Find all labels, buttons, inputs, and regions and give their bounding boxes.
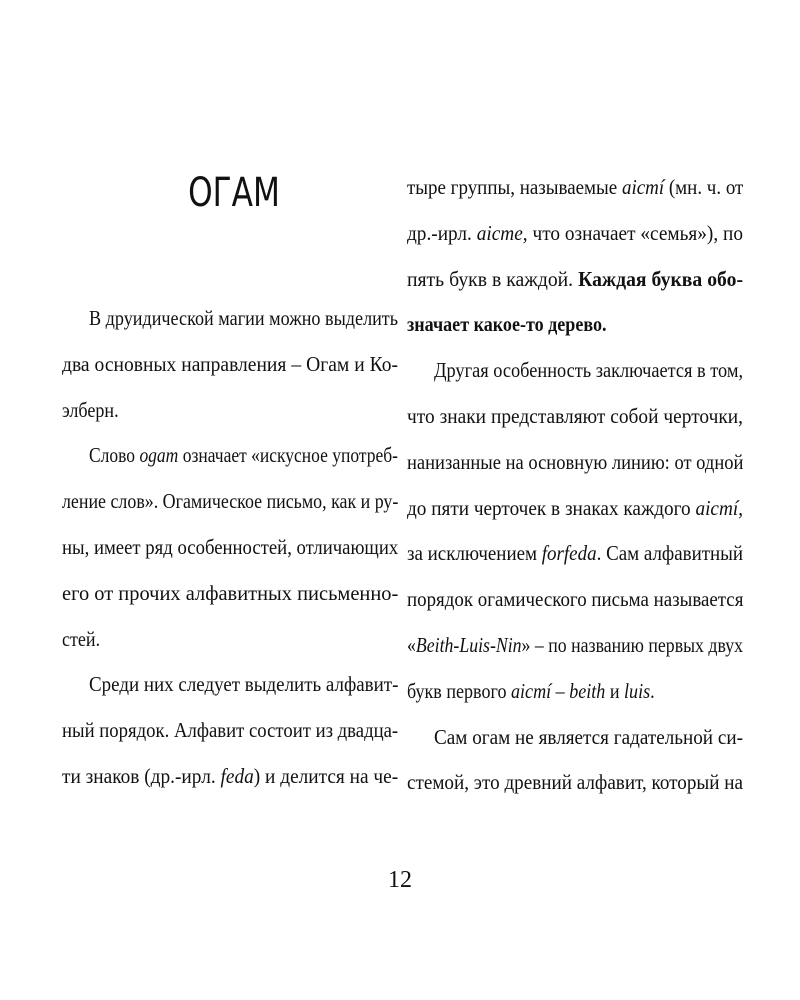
page-title: ОГАМ: [188, 170, 280, 216]
text-run: порядок огамического письма называется: [407, 587, 744, 612]
text-line-content: [407, 760, 743, 806]
text-line-content: [407, 394, 743, 440]
text-line: [407, 348, 743, 394]
text-line-content: [62, 388, 119, 434]
text-line: [62, 708, 398, 754]
text-line: [407, 715, 743, 761]
text-line-content: [407, 577, 743, 623]
text-line-content: [62, 525, 398, 571]
text-run: означает «искусное употреб-: [178, 443, 399, 468]
text-line-content: [89, 296, 398, 342]
text-line-content: [62, 479, 398, 525]
text-line-content: [407, 165, 743, 211]
text-line-content: [407, 302, 607, 348]
text-run: ,: [738, 495, 743, 520]
text-line: [62, 754, 398, 800]
bold-phrase: значает какое-то дерево.: [407, 312, 607, 337]
italic-term: forfeda: [541, 541, 597, 566]
text-line-content: [407, 531, 743, 577]
text-line: [62, 571, 398, 617]
text-run: ный порядок. Алфавит состоит из двадца-: [62, 718, 399, 743]
text-run: ) и делится на че-: [253, 763, 399, 788]
text-line: [62, 617, 398, 663]
text-run: «: [407, 632, 416, 657]
text-line: [62, 479, 398, 525]
text-line: [407, 669, 743, 715]
text-line: [62, 388, 398, 434]
right-text-column: [407, 165, 743, 806]
text-run: Среди них следует выделить алфавит-: [89, 672, 399, 697]
text-line-content: [62, 571, 398, 617]
text-run: Слово: [89, 443, 140, 468]
text-line: [407, 531, 743, 577]
italic-term: aicmí: [511, 678, 552, 703]
text-run: за исключением: [407, 541, 542, 566]
italic-term: Beith-Luis-Nin: [415, 632, 522, 657]
text-run: Сам огам не является гадательной си-: [434, 724, 743, 749]
text-run: ти знаков (др.-ирл.: [62, 763, 221, 788]
text-line: [62, 296, 398, 342]
text-line-content: [62, 617, 100, 663]
italic-term: ogam: [139, 443, 179, 468]
text-line-content: [434, 715, 743, 761]
text-line-content: [407, 623, 743, 669]
text-run: ление слов». Огамическое письмо, как и ру-: [62, 489, 399, 514]
text-run: .: [650, 678, 655, 703]
text-run: Другая особенность заключается в том,: [434, 358, 744, 383]
text-line-content: [62, 754, 398, 800]
text-run: два основных направления – Огам и Ко-: [62, 351, 398, 376]
text-run: и: [605, 678, 625, 703]
bold-phrase: Каждая буква обо-: [578, 266, 743, 291]
text-line-content: [434, 348, 743, 394]
text-run: элберн.: [62, 397, 119, 422]
text-run: до пяти черточек в знаках каждого: [407, 495, 696, 520]
text-line-content: [407, 257, 743, 303]
text-line: [407, 302, 743, 348]
text-line-content: [407, 669, 655, 715]
text-line: [407, 440, 743, 486]
text-run: пять букв в каждой.: [407, 266, 579, 291]
text-line: [407, 486, 743, 532]
text-line: [407, 394, 743, 440]
text-run: , что означает «семья»), по: [522, 220, 743, 245]
text-run: др.-ирл.: [407, 220, 477, 245]
text-line: [407, 760, 743, 806]
text-line-content: [407, 440, 743, 486]
italic-term: beith: [569, 678, 606, 703]
text-line-content: [89, 662, 398, 708]
text-line: [407, 257, 743, 303]
text-run: –: [551, 678, 570, 703]
text-line-content: [89, 433, 398, 479]
text-run: что знаки представляют собой черточки,: [407, 403, 743, 428]
italic-term: luis: [624, 678, 651, 703]
text-run: нанизанные на основную линию: от одной: [407, 449, 744, 474]
text-run: тыре группы, называемые: [407, 175, 622, 199]
text-line: [62, 662, 398, 708]
text-run: . Сам алфавитный: [596, 541, 744, 566]
italic-term: aicmí: [695, 495, 739, 520]
left-text-column: [62, 296, 398, 800]
text-line-content: [62, 342, 398, 388]
text-run: ны, имеет ряд особенностей, отличающих: [62, 534, 399, 559]
text-line: [62, 433, 398, 479]
text-line: [407, 577, 743, 623]
text-run: стей.: [62, 626, 101, 651]
text-line: [407, 623, 743, 669]
text-run: (мн. ч. от: [664, 175, 744, 199]
text-line-content: [62, 708, 398, 754]
italic-term: feda: [220, 763, 254, 788]
text-run: стемой, это древний алфавит, который на: [407, 770, 743, 795]
text-run: букв первого: [407, 678, 512, 703]
text-run: его от прочих алфавитных письменно-: [62, 580, 399, 605]
text-line-content: [407, 211, 743, 257]
italic-term: aicmí: [621, 175, 665, 199]
page-number: 12: [388, 867, 412, 893]
text-line: [407, 211, 743, 257]
text-line-content: [407, 486, 743, 532]
text-line: [62, 342, 398, 388]
text-line: [62, 525, 398, 571]
text-run: В друидической магии можно выделить: [89, 306, 398, 330]
text-line: [407, 165, 743, 211]
italic-term: aicme: [476, 220, 523, 245]
text-run: » – по названию первых двух: [521, 632, 743, 657]
